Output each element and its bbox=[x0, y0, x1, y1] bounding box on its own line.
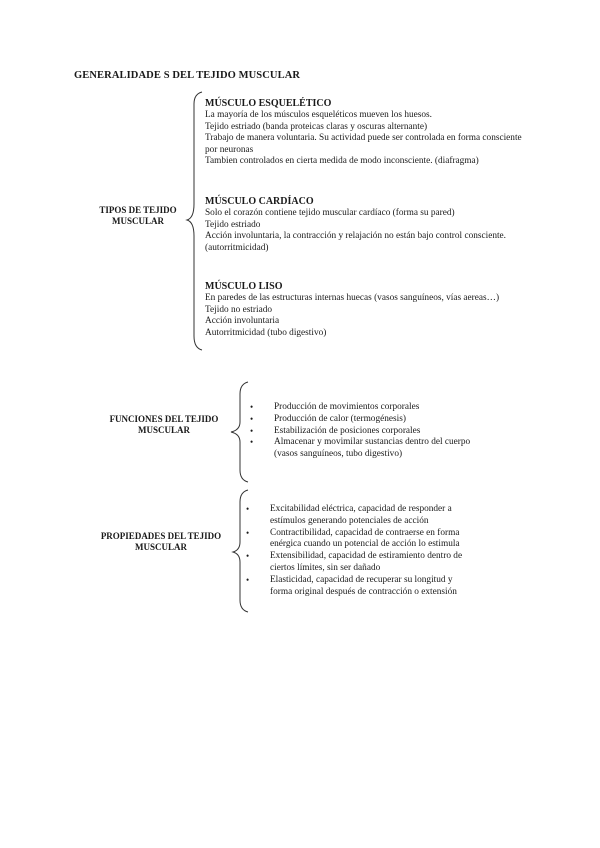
liso-line-3: Acción involuntaria bbox=[205, 316, 280, 327]
list-item: • Producción de calor (termogénesis) bbox=[250, 413, 406, 424]
propiedades-label bbox=[86, 531, 236, 553]
propiedades-list bbox=[246, 504, 462, 598]
list-item: • Estabilización de posiciones corporales bbox=[250, 425, 421, 436]
list-item-continuation: ciertos límites, sin ser dañado bbox=[270, 562, 381, 573]
list-item: • Contractibilidad, capacidad de contraerse en forma bbox=[246, 527, 460, 538]
tipos-label-line2: MUSCULAR bbox=[111, 216, 164, 226]
esqueletico-line-5: Tambien controlados en cierta medida de modo inconsciente. (diafragma) bbox=[205, 156, 479, 167]
tipos-brace bbox=[186, 92, 206, 352]
page-title: GENERALIDADE S DEL TEJIDO MUSCULAR bbox=[74, 70, 301, 81]
list-item-continuation: estímulos generando potenciales de acción bbox=[270, 515, 429, 526]
list-item-continuation: forma original después de contracción o extensión bbox=[270, 586, 457, 597]
bullet-icon: • bbox=[250, 437, 254, 448]
cardiaco-heading: MÚSCULO CARDÍACO bbox=[205, 196, 314, 207]
esqueletico-line-2: Tejido estriado (banda proteicas claras y oscuras alternante) bbox=[205, 121, 428, 132]
esqueletico-heading: MÚSCULO ESQUELÉTICO bbox=[205, 98, 332, 109]
cardiaco-line-2: Tejido estriado bbox=[205, 219, 261, 230]
bullet-icon: • bbox=[250, 413, 254, 424]
funciones-label-line2: MUSCULAR bbox=[137, 425, 190, 435]
list-item: • Excitabilidad eléctrica, capacidad de responder a bbox=[246, 504, 452, 514]
propiedades-label-line1: PROPIEDADES DEL TEJIDO bbox=[100, 531, 222, 541]
funciones-label-line1: FUNCIONES DEL TEJIDO bbox=[109, 414, 219, 424]
tipos-label-line1: TIPOS DE TEJIDO bbox=[99, 205, 177, 215]
bullet-icon: • bbox=[246, 551, 250, 562]
cardiaco-line-3: Acción involuntaria, la contracción y relajación no están bajo control consciente. bbox=[205, 231, 507, 242]
esqueletico-section bbox=[205, 98, 522, 168]
esqueletico-line-3: Trabajo de manera voluntaria. Su actividad puede ser controlada en forma consciente bbox=[205, 133, 522, 144]
cardiaco-line-1: Solo el corazón contiene tejido muscular cardíaco (forma su pared) bbox=[205, 208, 455, 218]
bullet-icon: • bbox=[246, 574, 250, 585]
list-item: • Extensibilidad, capacidad de estiramiento dentro de bbox=[246, 551, 463, 562]
funciones-label bbox=[96, 414, 232, 436]
esqueletico-line-4: por neuronas bbox=[205, 144, 254, 155]
liso-section bbox=[205, 281, 499, 339]
liso-heading: MÚSCULO LISO bbox=[205, 281, 283, 292]
bullet-icon: • bbox=[246, 527, 250, 538]
list-item: • Almacenar y movimilar sustancias dentro del cuerpo bbox=[250, 437, 471, 448]
bullet-icon: • bbox=[250, 425, 254, 436]
bullet-icon: • bbox=[246, 504, 250, 514]
cardiaco-section bbox=[205, 196, 506, 254]
funciones-brace bbox=[228, 382, 252, 482]
cardiaco-line-4: (autorritmicidad) bbox=[205, 242, 269, 253]
list-item-continuation: (vasos sanguíneos, tubo digestivo) bbox=[274, 449, 403, 460]
liso-line-2: Tejido no estriado bbox=[205, 304, 272, 315]
tipos-label bbox=[88, 205, 188, 227]
list-item-continuation: enérgica cuando un potencial de acción lo estimula bbox=[270, 539, 460, 550]
esqueletico-line-1: La mayoría de los músculos esqueléticos mueven los huesos. bbox=[205, 110, 432, 120]
liso-line-4: Autorritmicidad (tubo digestivo) bbox=[205, 327, 327, 338]
list-item: • Producción de movimientos corporales bbox=[250, 402, 420, 412]
propiedades-label-line2: MUSCULAR bbox=[134, 542, 187, 552]
funciones-list bbox=[250, 402, 470, 461]
bullet-icon: • bbox=[250, 402, 254, 412]
list-item: • Elasticidad, capacidad de recuperar su longitud y bbox=[246, 574, 453, 585]
liso-line-1: En paredes de las estructuras internas huecas (vasos sanguíneos, vías aereas…) bbox=[205, 293, 500, 303]
